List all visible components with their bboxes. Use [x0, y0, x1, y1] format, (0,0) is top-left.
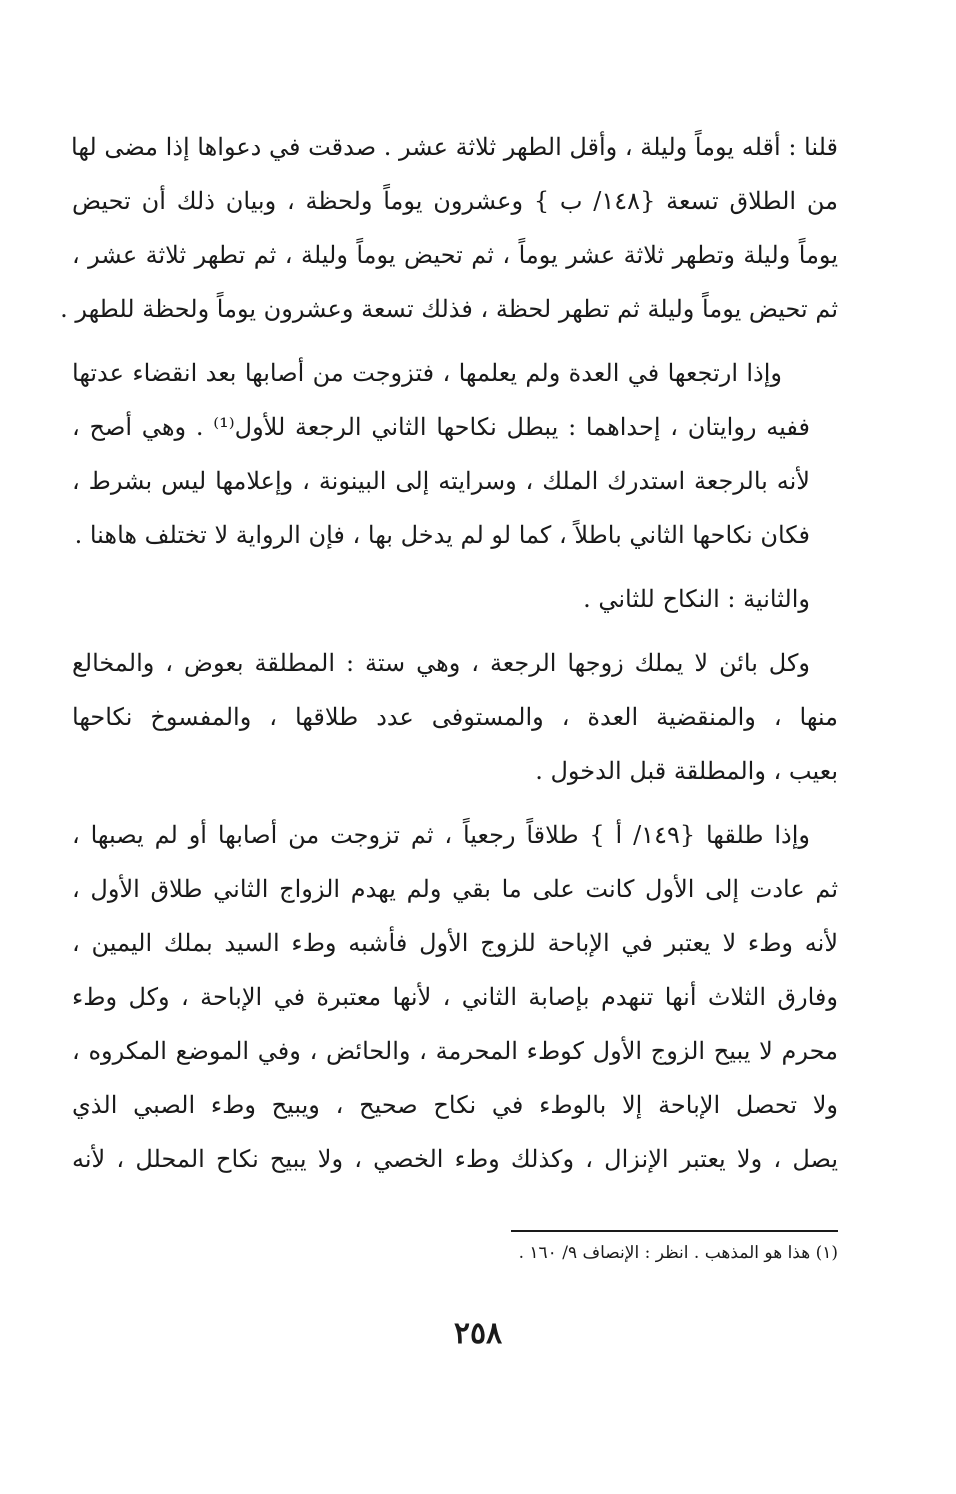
text-line: منها ، والمنقضية العدة ، والمستوفى عدد طلاقها ، والمفسوخ نكاحها [72, 703, 839, 731]
text-line: وإذا ارتجعها في العدة ولم يعلمها ، فتزوجت من أصابها بعد انقضاء عدتها [72, 359, 782, 387]
paragraph [72, 346, 838, 562]
text-line: ثم تحيض يوماً وليلة ثم تطهر لحظة ، فذلك تسعة وعشرون يوماً ولحظة للطهر . [60, 295, 838, 323]
text-line: محرم لا يبيح الزوج الأول كوطء المحرمة ، والحائض ، وفي الموضع المكروه ، [72, 1037, 838, 1065]
text-line: وكل بائن لا يملك زوجها الرجعة ، وهي ستة : المطلقة بعوض ، والمخالع [72, 649, 810, 677]
text-line: لأنه وطء لا يعتبر في الإباحة للزوج الأول فأشبه وطء السيد بملك اليمين ، [72, 929, 838, 957]
text-line: قلنا : أقله يوماً وليلة ، وأقل الطهر ثلاثة عشر . صدقت في دعواها إذا مضى لها [71, 133, 838, 161]
text-line: والثانية : النكاح للثاني . [583, 585, 810, 613]
footnote-divider [511, 1230, 838, 1232]
text-line: بعيب ، والمطلقة قبل الدخول . [535, 757, 838, 785]
text-line: يصل ، ولا يعتبر الإنزال ، وكذلك وطء الخصي ، ولا يبيح نكاح المحلل ، لأنه [72, 1145, 838, 1173]
paragraph [72, 808, 838, 1186]
text-line: فكان نكاحها الثاني باطلاً ، كما لو لم يدخل بها ، فإن الرواية لا تختلف هاهنا . [74, 521, 810, 549]
paragraph [60, 120, 838, 336]
text-line: من الطلاق تسعة {١٤٨/ ب } وعشرون يوماً ولحظة ، وبيان ذلك أن تحيض [72, 187, 838, 215]
paragraph [72, 636, 838, 798]
text-line: ففيه روايتان ، إحداهما : يبطل نكاحها الثاني الرجعة للأول⁽¹⁾ . وهي أصح ، [72, 413, 810, 441]
footnote: (١) هذا هو المذهب . انظر : الإنصاف ٩/ ١٦٠ . [518, 1243, 838, 1263]
text-line: ثم عادت إلى الأول كانت على ما بقي ولم يهدم الزواج الثاني طلاق الأول ، [72, 875, 838, 903]
page-number: ٢٥٨ [453, 1316, 503, 1351]
text-line: وإذا طلقها {١٤٩/ أ } طلاقاً رجعياً ، ثم تزوجت من أصابها أو لم يصبها ، [72, 821, 811, 849]
paragraph [72, 572, 838, 626]
main-text [60, 120, 839, 1196]
text-line: ولا تحصل الإباحة إلا بالوطء في نكاح صحيح ، ويبيح وطء الصبي الذي [72, 1091, 838, 1119]
text-line: وفارق الثلاث أنها تنهدم بإصابة الثاني ، لأنها معتبرة في الإباحة ، وكل وطء [72, 983, 838, 1011]
text-line: لأنه بالرجعة استدرك الملك ، وسرايته إلى البينونة ، وإعلامها ليس بشرط ، [72, 467, 810, 495]
text-line: يوماً وليلة وتطهر ثلاثة عشر يوماً ، ثم تحيض يوماً وليلة ، ثم تطهر ثلاثة عشر ، [72, 241, 838, 269]
